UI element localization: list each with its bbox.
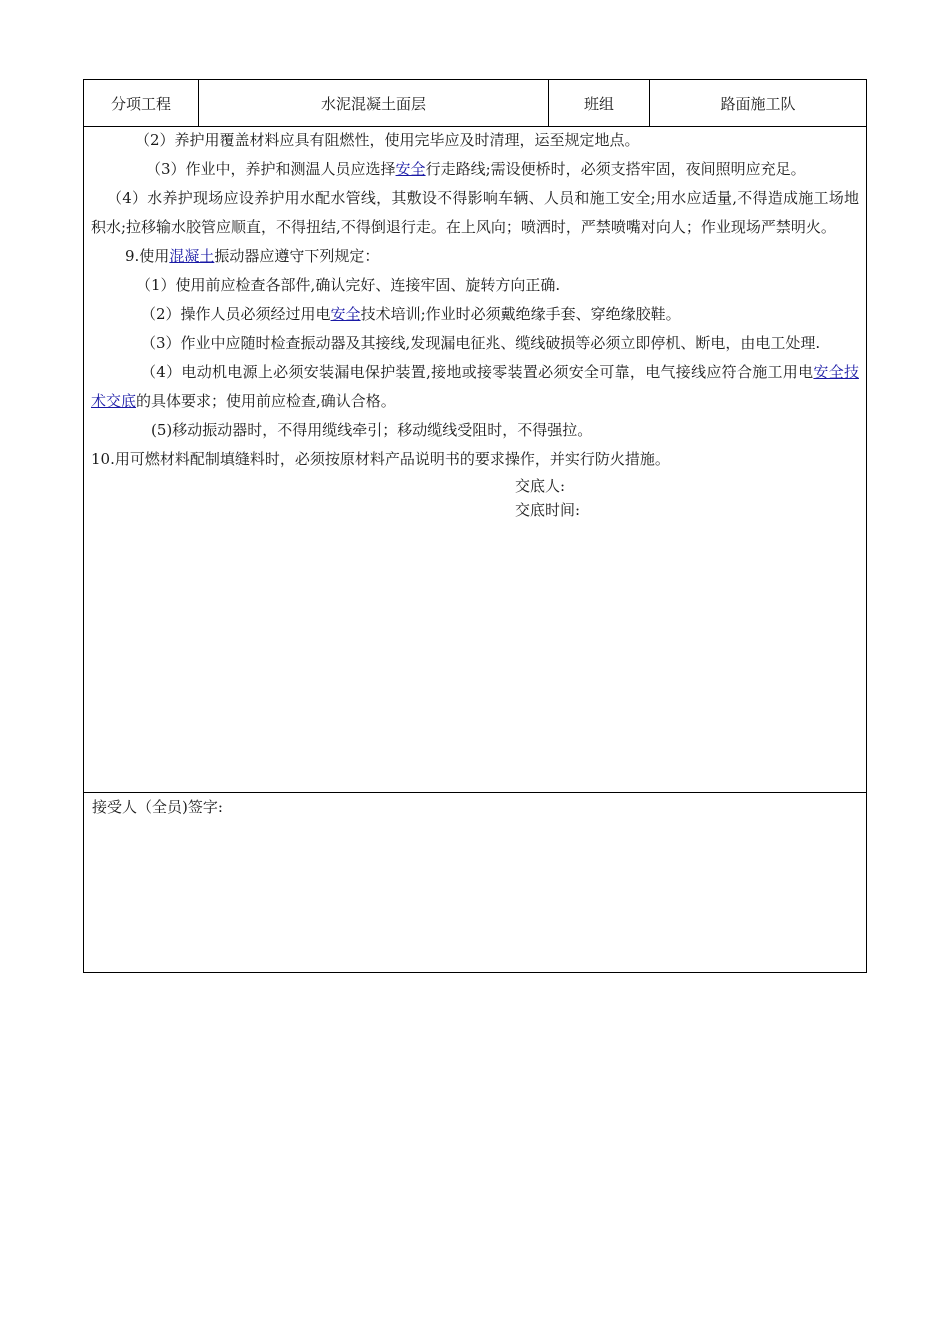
paragraph-2: （2）养护用覆盖材料应具有阻燃性，使用完毕应及时清理，运至规定地点。 (135, 131, 640, 149)
paragraph-10: 10.用可燃材料配制填缝料时，必须按原材料产品说明书的要求操作，并实行防火措施。 (91, 450, 670, 468)
team-label: 班组 (549, 80, 650, 126)
paragraph-text: 技术培训;作业时必须戴绝缘手套、穿绝缘胶鞋。 (360, 305, 681, 323)
paragraph-text: 的具体要求；使用前应检查,确认合格。 (136, 392, 396, 410)
disclosure-form (83, 79, 867, 973)
paragraph-9-3: （3）作业中应随时检查振动器及其接线,发现漏电征兆、缆线破损等必须立即停机、断电，由电工处理. (141, 334, 821, 352)
team-value: 路面施工队 (720, 94, 796, 113)
project-value: 水泥混凝土面层 (199, 80, 549, 126)
discloser-label: 交底人: (515, 477, 566, 495)
paragraph-text: 振动器应遵守下列规定： (214, 247, 380, 265)
receiver-signature-area (84, 793, 866, 972)
receiver-label: 接受人（全员)签字: (92, 798, 223, 816)
paragraph-text: （4）电动机电源上必须安装漏电保护装置,接地或接零装置必须安全可靠，电气接线应符合施工用电 (141, 363, 814, 381)
paragraph-9 (91, 242, 859, 271)
paragraph-9-4 (91, 358, 859, 416)
safety-disclosure-link[interactable]: 安全技术交底 (91, 363, 859, 410)
paragraph-text: （3）作业中，养护和测温人员应选择 (146, 160, 396, 178)
disclosure-content (84, 126, 866, 793)
paragraph-9-5: (5)移动振动器时，不得用缆线牵引；移动缆线受阻时，不得强拉。 (151, 421, 593, 439)
paragraph-4: （4）水养护现场应设养护用水配水管线，其敷设不得影响车辆、人员和施工安全;用水应适量,不得造成施工场地积水;拉移输水胶管应顺直，不得扭结,不得倒退行走。在上风向；喷洒时，严禁喷嘴对向人；作业现场严禁明火。 (91, 189, 859, 236)
paragraph-text: （2）操作人员必须经过用电 (141, 305, 331, 323)
project-label: 分项工程 (84, 80, 199, 126)
concrete-link[interactable]: 混凝土 (169, 247, 215, 265)
paragraph-3 (91, 155, 859, 184)
paragraph-9-2 (91, 300, 859, 329)
paragraph-9-1: （1）使用前应检查各部件,确认完好、连接牢固、旋转方向正确. (136, 276, 561, 294)
form-header-row (84, 80, 866, 127)
paragraph-text: 9.使用 (125, 247, 170, 265)
safety-link[interactable]: 安全 (395, 160, 426, 178)
safety-link[interactable]: 安全 (330, 305, 361, 323)
disclosure-time-label: 交底时间: (515, 501, 581, 519)
paragraph-text: 行走路线;需设便桥时，必须支搭牢固，夜间照明应充足。 (425, 160, 806, 178)
